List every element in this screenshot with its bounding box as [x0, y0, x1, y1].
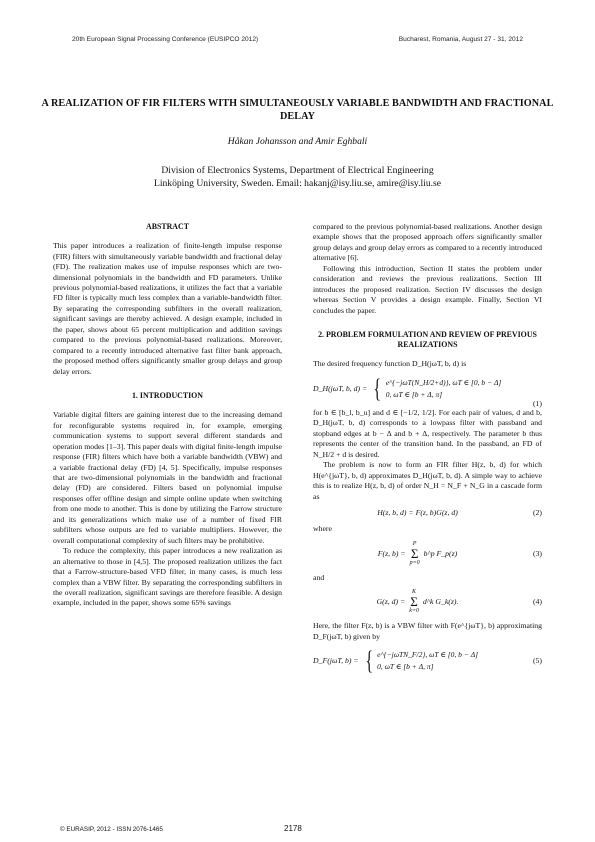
- vbw-filter-text: Here, the filter F(z, b) is a VBW filter with F(e^{jωT}, b) approximating D_F(jωT, b) given by: [313, 621, 542, 641]
- intro-heading: 1. INTRODUCTION: [131, 391, 204, 401]
- equation-5: [313, 648, 542, 674]
- equation-1-case-1: e^{−jωT(N_H/2+d)}, ωT ∈ [0, b − Δ]: [385, 377, 502, 387]
- summation-4: [409, 589, 419, 615]
- equation-4-number: (4): [532, 597, 542, 607]
- equation-1-lhs: D_H(jωT, b, d) =: [313, 383, 368, 393]
- problem-statement: The problem is now to form an FIR filter H(z, b, d) for which H(e^{jωT}, b, d) approximates D_H(jωT, b, d). A simple way to achieve this is to realize H(z, b, d) of order N_H = N_F + N_G in a cascade form as: [313, 460, 542, 501]
- running-header-location: Bucharest, Romania, August 27 - 31, 2012: [398, 36, 523, 43]
- abstract-heading: ABSTRACT: [146, 222, 189, 231]
- right-column: [313, 222, 542, 680]
- equation-5-number: (5): [532, 656, 542, 666]
- affiliation: [0, 164, 595, 191]
- summation-4-upper: K: [412, 589, 417, 596]
- equation-4-lhs: G(z, d) =: [376, 597, 406, 607]
- equation-1-number: (1): [532, 399, 542, 409]
- equation-2: [313, 508, 542, 518]
- outline-paragraph: Following this introduction, Section II states the problem under consideration and reviews the previous realizations. Section III introduces the proposed realization. Section IV discusses the design whereas Section V provides a design example. Finally, Section VI concludes the paper.: [313, 263, 542, 315]
- equation-3: [313, 541, 542, 567]
- footer-copyright: © EURASIP, 2012 - ISSN 2076-1465: [60, 826, 163, 833]
- summation-3-upper: P: [412, 540, 417, 547]
- left-column: [53, 222, 282, 609]
- equation-3-number: (3): [532, 548, 542, 558]
- sigma-icon: Σ: [410, 545, 419, 561]
- equation-1: [313, 373, 542, 409]
- summation-3: [410, 541, 420, 567]
- equation-4-rhs: d^k G_k(z).: [422, 597, 459, 607]
- equation-5-case-1: e^{−jωTN_F/2}, ωT ∈ [0, b − Δ]: [377, 650, 479, 660]
- affiliation-line-1: Division of Electronics Systems, Department of Electrical Engineering: [161, 165, 434, 176]
- desired-function-text: The desired frequency function D_H(jωT, b, d) is: [313, 359, 467, 369]
- equation-5-lhs: D_F(jωT, b) =: [313, 656, 359, 666]
- equation-1-case-2: 0, ωT ∈ [b + Δ, π]: [385, 389, 443, 399]
- equation-5-case-2: 0, ωT ∈ [b + Δ, π]: [377, 662, 434, 672]
- intro-continuation: compared to the previous polynomial-based realizations. Another design example shows that the proposed approach offers significantly smaller group delays and group delay errors as compared to a recently introduced alternative [6].: [313, 222, 542, 263]
- paper-authors: Håkan Johansson and Amir Eghbali: [227, 136, 368, 147]
- sigma-icon: Σ: [410, 594, 418, 610]
- left-brace-icon: {: [373, 373, 382, 403]
- page-number: 2178: [284, 824, 302, 833]
- intro-paragraph-2: To reduce the complexity, this paper introduces a new realization as an alternative to those in [4,5]. The proposed realization utilizes the fact that a Farrow-structure-based VFD filter, in many cases, is much less complex than a VBW filter. By separating the corresponding subfilters in the overall realization, significant savings are therefore feasible. A design example, included in the paper, shows some 65% savings: [53, 546, 282, 608]
- summation-3-lower: p=0: [409, 559, 420, 566]
- equation-3-lhs: F(z, b) =: [377, 548, 406, 558]
- equation-2-body: H(z, b, d) = F(z, b)G(z, d): [377, 508, 458, 518]
- abstract-text: This paper introduces a realization of finite-length impulse response (FIR) filters with simultaneously variable bandwidth and fractional delay (FD). The realization makes use of impulse responses which are two-dimensional polynomials in the bandwidth and FD parameters. Unlike previous polynomial-based realizations, it utilizes the fact that a variable FD filter is typically much less complex than a variable-bandwidth filter. By separating the corresponding subfilters in the overall realization, significant savings are thereby achieved. A design example, included in the paper, shows about 65 percent multiplication and addition savings compared to the previous polynomial-based realizations. Moreover, compared to a recently introduced alternative fast filter bank approach, the proposed method offers significantly smaller group delays and group delay errors.: [53, 241, 282, 376]
- affiliation-line-2: Linköping University, Sweden. Email: hakanj@isy.liu.se, amire@isy.liu.se: [153, 178, 442, 190]
- running-header-conference: 20th European Signal Processing Conference (EUSIPCO 2012): [72, 36, 259, 43]
- intro-paragraph-1: Variable digital filters are gaining interest due to the increasing demand for reconfigurable systems required in, for example, emerging communication systems to support several different standards and operation modes [1–3]. This paper deals with digital finite-length impulse response (FIR) filters which have both a variable bandwidth (VBW) and a variable fractional delay (FD) [4, 5]. Specifically, impulse responses that are two-dimensional polynomials in the bandwidth and fractional delay (FD) are considered. Filters based on polynomial impulse responses offer offline design and simple online update when switching from one mode to another. This is done by utilizing the Farrow structure and its generalizations which make use of a number of fixed FIR subfilters whose outputs are fed to variable multipliers. However, the overall computational complexity of such filters may be prohibitive.: [53, 410, 282, 545]
- paper-title: A REALIZATION OF FIR FILTERS WITH SIMULTANEOUSLY VARIABLE BANDWIDTH AND FRACTIONAL DELAY: [41, 98, 554, 122]
- where-text: where: [313, 524, 332, 534]
- equation-2-number: (2): [532, 508, 542, 518]
- left-brace-icon: {: [365, 646, 373, 676]
- and-text: and: [313, 572, 325, 582]
- summation-4-lower: k=0: [409, 608, 419, 615]
- equation-3-rhs: b^p F_p(z): [423, 548, 458, 558]
- section-2-heading: 2. PROBLEM FORMULATION AND REVIEW OF PREVIOUS REALIZATIONS: [318, 330, 537, 350]
- parameter-description: for b ∈ [b_l, b_u] and d ∈ [−1/2, 1/2]. For each pair of values, d and b, D_H(jωT, b, d) corresponds to a lowpass filter with passband and stopband edges at b − Δ and b + Δ, respectively. The parameter b thus represents the center of the transition band. In the passband, an FD of N_H/2 + d is desired.: [313, 407, 542, 459]
- equation-4: [313, 589, 542, 615]
